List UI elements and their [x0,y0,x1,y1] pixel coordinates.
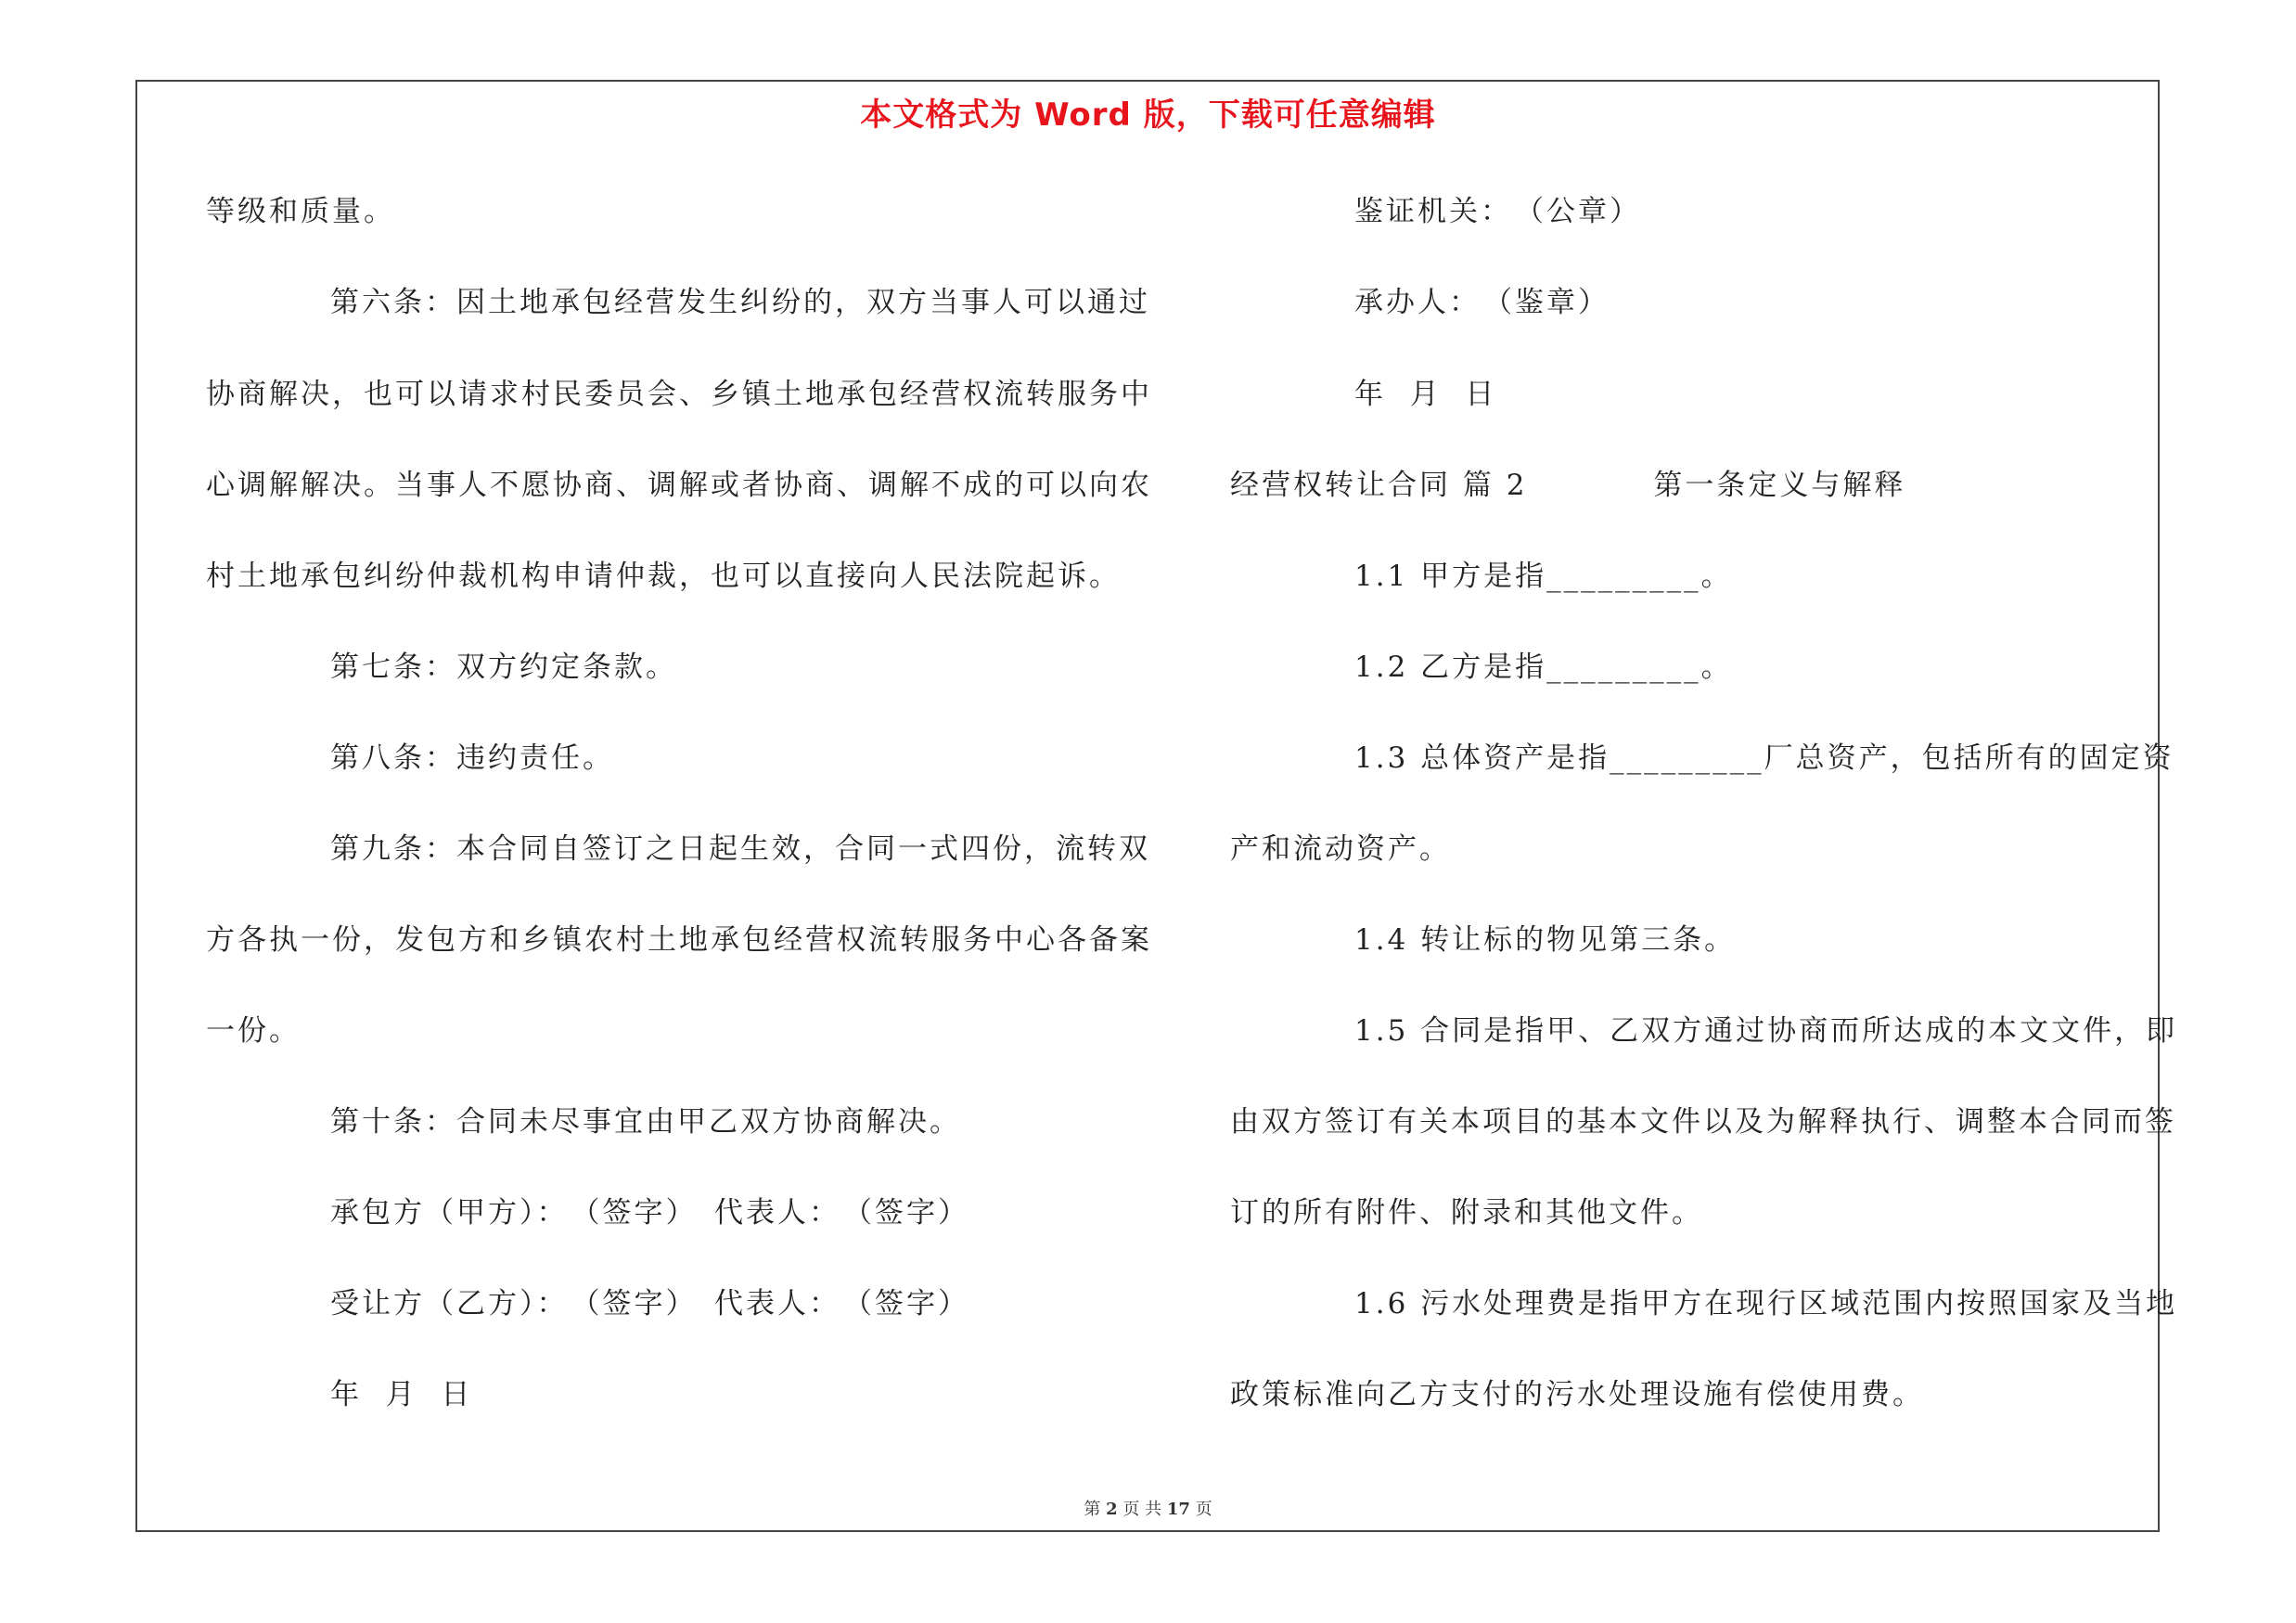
right-line-7: 1.3 总体资产是指_________厂总资产，包括所有的固定资 [1354,741,2174,775]
left-line-1: 等级和质量。 [206,195,395,228]
right-date-line: 年 月 日 [1354,378,1497,411]
right-line-13: 1.6 污水处理费是指甲方在现行区域范围内按照国家及当地 [1354,1287,2178,1320]
right-line-11: 由双方签订有关本项目的基本文件以及为解释执行、调整本合同而签 [1230,1105,2176,1139]
left-line-2: 第六条：因土地承包经营发生纠纷的，双方当事人可以通过 [330,286,1150,319]
left-line-8: 第九条：本合同自签订之日起生效，合同一式四份，流转双 [330,832,1150,866]
right-line-8: 产和流动资产。 [1230,832,1451,866]
right-line-12: 订的所有附件、附录和其他文件。 [1230,1196,1703,1230]
right-line-10: 1.5 合同是指甲、乙双方通过协商而所达成的本文文件，即 [1354,1014,2178,1048]
left-signature-party-b: 受让方（乙方）： （签字） 代表人： （签字） [330,1287,969,1320]
left-line-11: 第十条：合同未尽事宜由甲乙双方协商解决。 [330,1105,961,1139]
right-line-9: 1.4 转让标的物见第三条。 [1354,923,1737,957]
left-line-3: 协商解决，也可以请求村民委员会、乡镇土地承包经营权流转服务中 [206,378,1152,411]
left-line-6: 第七条：双方约定条款。 [330,650,677,684]
right-line-1: 鉴证机关： （公章） [1354,195,1641,228]
right-line-2: 承办人： （鉴章） [1354,286,1610,319]
left-line-4: 心调解解决。当事人不愿协商、调解或者协商、调解不成的可以向农 [206,469,1152,502]
footer-suffix: 页 [1195,1500,1212,1519]
left-date-line: 年 月 日 [330,1378,473,1411]
right-line-6: 1.2 乙方是指_________。 [1354,650,1733,684]
word-format-banner: 本文格式为 Word 版，下载可任意编辑 [860,97,1436,134]
left-line-5: 村土地承包纠纷仲裁机构申请仲裁，也可以直接向人民法院起诉。 [206,560,1121,593]
footer-prefix: 第 [1084,1500,1101,1519]
footer-total-pages: 17 [1166,1500,1190,1519]
page-footer [0,1496,2296,1520]
footer-page-number: 2 [1106,1500,1118,1519]
left-line-7: 第八条：违约责任。 [330,741,614,775]
footer-middle: 页 共 [1122,1500,1162,1519]
left-line-10: 一份。 [206,1014,301,1048]
left-line-9: 方各执一份，发包方和乡镇农村土地承包经营权流转服务中心各备案 [206,923,1152,957]
left-signature-party-a: 承包方（甲方）： （签字） 代表人： （签字） [330,1196,969,1230]
right-section-heading: 经营权转让合同 篇 2 第一条定义与解释 [1230,469,1906,502]
right-line-14: 政策标准向乙方支付的污水处理设施有偿使用费。 [1230,1378,1924,1411]
right-line-5: 1.1 甲方是指_________。 [1354,560,1733,593]
